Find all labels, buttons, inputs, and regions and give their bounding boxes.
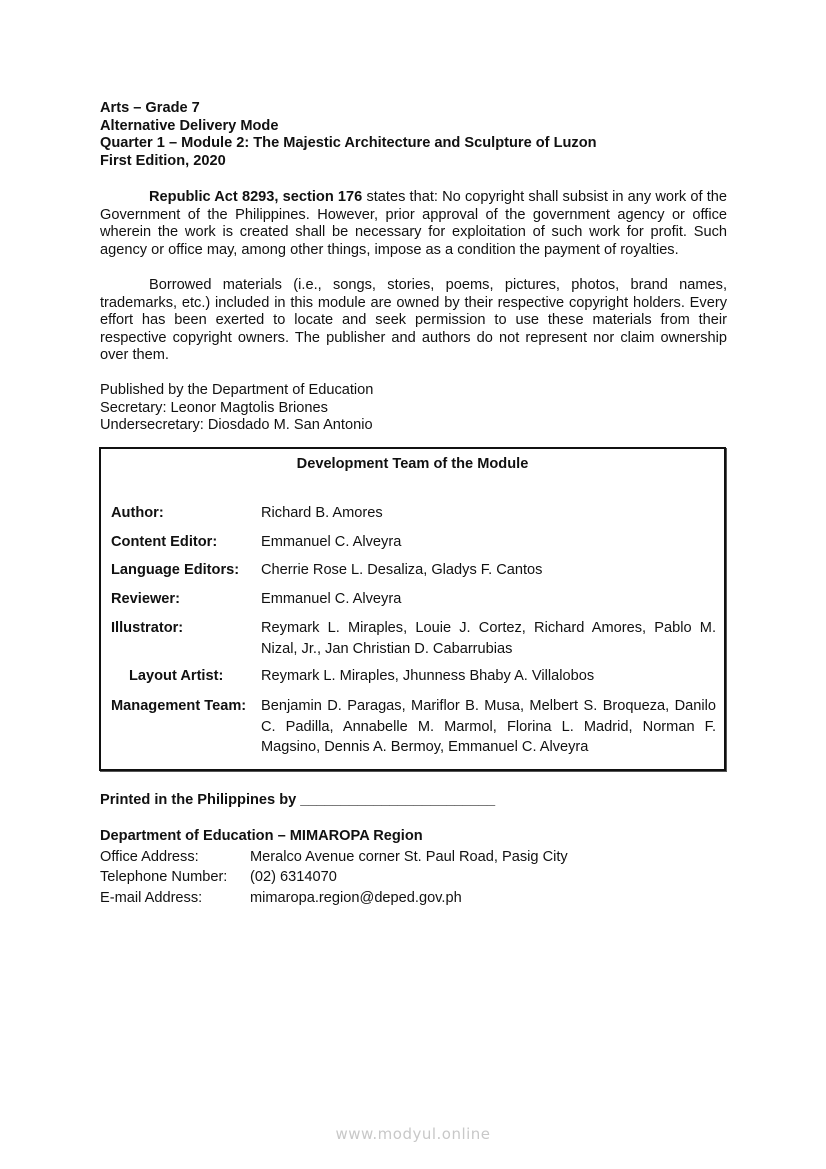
undersecretary: Undersecretary: Diosdado M. San Antonio [100,417,373,433]
copyright-law-ref: Republic Act 8293, section 176 [149,189,363,205]
telephone-value: (02) 6314070 [250,869,337,885]
subject-grade: Arts – Grade 7 [100,100,200,116]
secretary: Secretary: Leonor Magtolis Briones [100,399,328,416]
edition: First Edition, 2020 [100,152,226,169]
borrowed-materials-paragraph [100,277,727,365]
team-label: Reviewer: [111,591,180,607]
copyright-paragraph [100,189,727,259]
delivery-mode: Alternative Delivery Mode [100,117,279,134]
team-label: Language Editors: [111,562,240,578]
team-value: Richard B. Amores [261,505,383,521]
telephone-label: Telephone Number: [100,869,228,885]
team-label: Illustrator: [111,620,184,636]
email-value: mimaropa.region@deped.gov.ph [250,889,462,906]
team-label: Content Editor: [111,534,218,550]
office-address-row [100,847,568,868]
team-label: Author: [111,505,164,521]
publisher-info [100,382,373,435]
team-value: Cherrie Rose L. Desaliza, Gladys F. Cantos [261,562,543,578]
publisher: Published by the Department of Education [100,382,374,398]
printed-by-line: Printed in the Philippines by ________________________ [100,792,496,808]
development-team-title: Development Team of the Module [296,456,529,472]
office-address-label: Office Address: [100,848,199,865]
team-value: Reymark L. Miraples, Louie J. Cortez, Richard Amores, Pablo M. Nizal, Jr., Jan Christian D. Cabarrubias [261,620,716,657]
team-label: Management Team: [111,698,247,714]
module-title: Quarter 1 – Module 2: The Majestic Architecture and Sculpture of Luzon [100,135,597,151]
team-value: Reymark L. Miraples, Jhunness Bhaby A. Villalobos [261,668,595,684]
borrowed-materials-text: Borrowed materials (i.e., songs, stories, poems, pictures, photos, brand names, trademarks, etc.) included in this module are owned by their respective copyright holders. Every effort has been exerted to locate and seek permission to use these materials from their respective copyright owners. The publisher and authors do not represent nor claim ownership over them. [100,277,727,364]
team-label: Layout Artist: [129,668,224,684]
email-row [100,888,462,909]
development-team-box [99,447,726,771]
team-value: Emmanuel C. Alveyra [261,591,402,607]
watermark: www.modyul.online [335,1125,491,1143]
deped-contact [100,826,568,908]
copyright-text: states that: No copyright shall subsist in any work of the Government of the Philippines. However, prior approval of the government agency or office wherein the work is created shall be necessary for exploitation of such work for profit. Such agency or office may, among other things, impose as a condition the payment of royalties. [100,189,727,258]
office-address-value: Meralco Avenue corner St. Paul Road, Pasig City [250,848,568,865]
module-header [100,100,597,170]
team-value: Emmanuel C. Alveyra [261,534,402,550]
team-value: Benjamin D. Paragas, Mariflor B. Musa, Melbert S. Broqueza, Danilo C. Padilla, Annabelle M. Marmol, Florina L. Madrid, Norman F. Magsino, Dennis A. Bermoy, Emmanuel C. Alveyra [261,698,716,755]
deped-region-title: Department of Education – MIMAROPA Region [100,828,423,844]
telephone-row [100,867,423,888]
email-label: E-mail Address: [100,889,203,906]
